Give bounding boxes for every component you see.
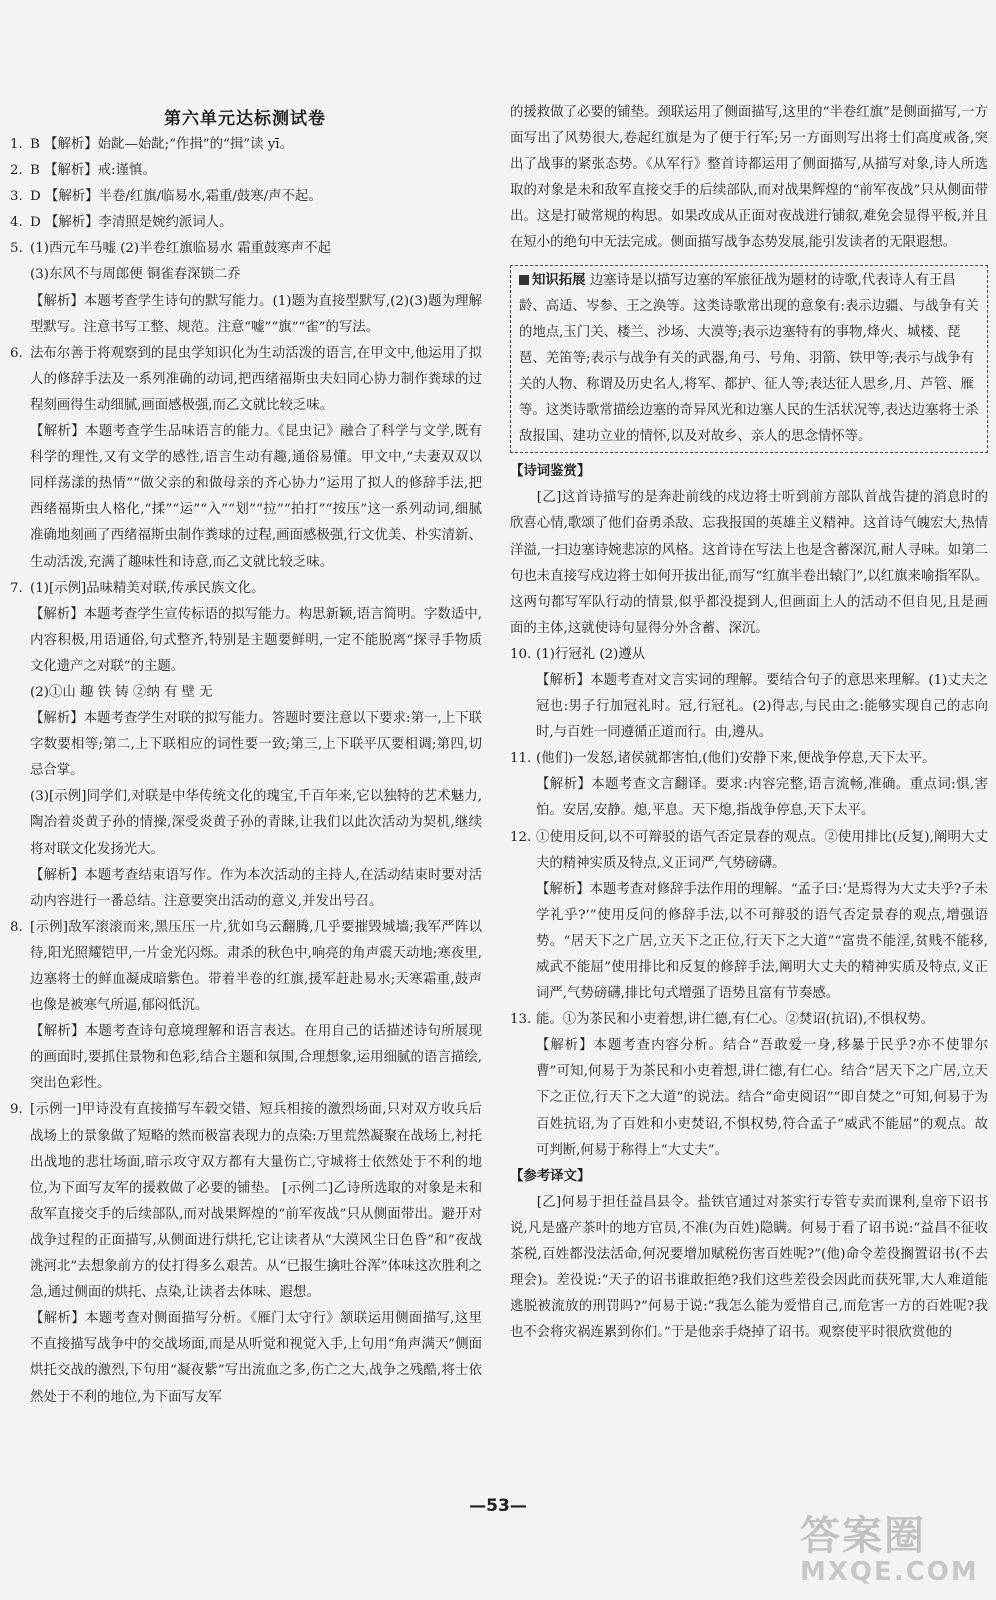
- answer-10: [510, 642, 988, 746]
- answer-number: 11.: [510, 751, 532, 767]
- left-column: [10, 132, 482, 1411]
- analysis-text: 【解析】本题考查对文言实词的理解。要结合句子的意思来理解。(1)丈夫之冠也:男子行加冠礼时。冠,行冠礼。(2)得志,与民由之:能够实现自己的志向时,与百姓一同遵循正道而行。由,遵从。: [536, 672, 988, 741]
- answer-7: [10, 576, 482, 915]
- knowledge-box: [510, 265, 988, 454]
- answer-number: 4.: [10, 215, 23, 231]
- appreciation-heading: 【诗词鉴赏】: [510, 464, 591, 480]
- analysis-text: 【解析】本题考查对修辞手法作用的理解。“孟子曰:‘是焉得为大丈夫乎?子未学礼乎?’”使用反问的修辞手法,以不可辩驳的语气否定景春的观点,增强语势。“居天下之广居,立天下之正位,行天下之大道”“富贵不能淫,贫贱不能移,威武不能屈”使用排比和反复的修辞手法,阐明大丈夫的精神实质及特点,义正词严,气势磅礴,排比句式增强了语势且富有节奏感。: [536, 881, 988, 1002]
- answer-text: [示例一]甲诗没有直接描写车毂交错、短兵相接的激烈场面,只对双方收兵后战场上的景象做了短略的然而极富表现力的点染:万里荒然凝聚在战场上,衬托出战地的悲壮场面,暗示攻守双方都有大量伤亡,守城将士依然处于不利的地位,为下面写友军的援救做了必要的铺垫。 [示例二]乙诗所选取的对象是未和敌军直接交手的后续部队,而对战果辉煌的“前军夜战”只从侧面带出。避开对战争过程的正面描写,从侧面进行烘托,它让读者从“大漠风尘日色昏”和“夜战洮河北”去想象前方的仗打得多么艰苦。从“已报生擒吐谷浑”体味这次胜利之急,通过侧面的烘托、点染,让读者去体味、遐想。: [30, 1102, 482, 1301]
- answer-13: [510, 1007, 988, 1164]
- answer-4: [10, 210, 482, 236]
- watermark-url: MXQE.COM: [800, 1557, 979, 1587]
- right-column: [510, 100, 988, 1346]
- analysis-text: 【解析】本题考查诗句意境理解和语言表达。在用自己的话描述诗句所展现的画面时,要抓住景物和色彩,结合主题和氛围,合理想象,运用细腻的语言描绘,突出色彩性。: [30, 1024, 482, 1092]
- answer-text: B 【解析】戒:谨慎。: [30, 163, 156, 179]
- answer-text: (1)行冠礼 (2)遵从: [536, 646, 646, 662]
- analysis-text: 【解析】本题考查学生宣传标语的拟写能力。构思新颖,语言简明。字数适中,内容积极,用语通俗,句式整齐,特别是主题要鲜明,一定不能脱离“探寻手物质文化遗产之对联”的主题。: [30, 606, 482, 674]
- answer-9: [10, 1097, 482, 1410]
- answer-line: (3)东风不与周郎便 铜雀春深锁二乔: [30, 267, 241, 283]
- answer-number: 12.: [510, 829, 532, 845]
- knowledge-text: 边塞诗是以描写边塞的军旅征战为题材的诗歌,代表诗人有王昌龄、高适、岑参、王之涣等。这类诗歌常出现的意象有:表示边疆、与战争有关的地点,玉门关、楼兰、沙场、大漠等;表示边塞特有的事物,烽火、城楼、琵琶、羌笛等;表示与战争有关的武器,角弓、号角、羽箭、铁甲等;表示与战争有关的人物、称谓及历史名人,将军、都护、征人等;表达征人思乡,月、芦管、雁等。这类诗歌常描绘边塞的奇异风光和边塞人民的生活状况等,表达边塞将士杀敌报国、建功立业的情怀,以及对故乡、亲人的思念情怀等。: [519, 272, 979, 445]
- answer-number: 10.: [510, 646, 532, 662]
- answer-number: 13.: [510, 1012, 532, 1028]
- answer-12: [510, 825, 988, 1008]
- answer-2: [10, 158, 482, 184]
- answer-8: [10, 915, 482, 1098]
- continued-text: 的援救做了必要的铺垫。颈联运用了侧面描写,这里的“半卷红旗”是侧面描写,一方面写出了风势很大,卷起红旗是为了便于行军;另一方面则写出将士们高度戒备,突出了战事的紧张态势。《从军行》整首诗都运用了侧面描写,从描写对象,诗人所选取的对象是未和敌军直接交手的后续部队,而对战果辉煌的“前军夜战”只从侧面带出。这是打破常规的构思。如果改成从正面对夜战进行铺叙,难免会显得平板,并且在短小的绝句中无法完成。侧面描写战争态势发展,能引发读者的无限遐想。: [510, 105, 988, 251]
- answer-text: ①使用反问,以不可辩驳的语气否定景春的观点。②使用排比(反复),阐明大丈夫的精神实质及特点,义正词严,气势磅礴。: [536, 829, 988, 871]
- answer-text: (他们)一发怒,诸侯就都害怕,(他们)安静下来,便战争停息,天下太平。: [536, 751, 936, 767]
- page-number: —53—: [469, 1496, 527, 1516]
- answer-1: [10, 132, 482, 158]
- answer-text: (3)[示例]同学们,对联是中华传统文化的瑰宝,千百年来,它以独特的艺术魅力,陶冶着炎黄子孙的情操,深受炎黄子孙的青睐,让我们以此次活动为契机,继续将对联文化发扬光大。: [30, 789, 482, 857]
- knowledge-icon: [519, 275, 529, 285]
- answer-number: 9.: [10, 1102, 23, 1118]
- page-title: 第六单元达标测试卷: [164, 109, 326, 129]
- answer-3: [10, 184, 482, 210]
- answer-text: B 【解析】始龀—始龀;“作揖”的“揖”读 yī。: [30, 137, 293, 152]
- answer-number: 2.: [10, 163, 23, 179]
- analysis-text: 【解析】本题考查对侧面描写分析。《雁门太守行》颔联运用侧面描写,这里不直接描写战争中的交战场面,而是从听觉和视觉入手,上句用“角声满天”侧面烘托交战的激烈,下句用“凝夜紫”写出流血之多,伤亡之大,战争之残酷,将士依然处于不利的地位,为下面写友军: [30, 1311, 482, 1405]
- answer-number: 6.: [10, 345, 23, 361]
- answer-5: [10, 236, 482, 340]
- answer-number: 1.: [10, 137, 23, 152]
- answer-number: 3.: [10, 189, 23, 205]
- answer-text: 能。①为茶民和小吏着想,讲仁德,有仁心。②焚诏(抗诏),不惧权势。: [536, 1012, 935, 1028]
- watermark-logo: [800, 1504, 978, 1592]
- answer-text: (1)[示例]品味精美对联,传承民族文化。: [30, 580, 265, 596]
- answer-text: D 【解析】李清照是婉约派词人。: [30, 215, 233, 231]
- answer-number: 5.: [10, 241, 23, 257]
- answer-11: [510, 746, 988, 824]
- translation-heading: 【参考译文】: [510, 1168, 591, 1184]
- answer-number: 8.: [10, 919, 23, 935]
- analysis-text: 【解析】本题考查学生对联的拟写能力。答题时要注意以下要求:第一,上下联字数要相等;第二,上下联相应的词性要一致;第三,上下联平仄要相调;第四,切忌合掌。: [30, 711, 482, 779]
- watermark-mark: 答案圈: [800, 1513, 926, 1559]
- translation-text: [乙]何易于担任益昌县令。盐铁官通过对茶实行专管专卖而课利,皇帝下诏书说,凡是盛产茶叶的地方官员,不准(为百姓)隐瞒。何易于看了诏书说:“益昌不征收茶税,百姓都没法活命,何况要增加赋税伤害百姓呢?”(他)命令差役搁置诏书(不去理会)。差役说:“天子的诏书谁敢拒绝?我们这些差役会因此而获死罪,大人难道能逃脱被流放的刑罚吗?”何易于说:“我怎么能为爱惜自己,而危害一方的百姓呢?我也不会将灾祸连累到你们。”于是他亲手烧掉了诏书。观察使平时很欣赏他的: [510, 1194, 988, 1341]
- analysis-text: 【解析】本题考查内容分析。结合“吾敢爱一身,移暴于民乎?亦不使罪尔曹”可知,何易于为茶民和小吏着想,讲仁德,有仁心。结合“居天下之广居,立天下之正位,行天下之大道”的说法。结合“命吏阅诏”“即自焚之”可知,何易于为百姓抗诏,为了百姓和小吏焚诏,不惧权势,符合孟子“威武不能屈”的观点。故可判断,何易于称得上“大丈夫”。: [536, 1038, 988, 1158]
- analysis-text: 【解析】本题考查结束语写作。作为本次活动的主持人,在活动结束时要对活动内容进行一番总结。注意要突出活动的意义,并发出号召。: [30, 867, 482, 909]
- knowledge-label: 知识拓展: [532, 272, 586, 288]
- answer-text: D 【解析】半卷/红旗/临易水,霜重/鼓寒/声不起。: [30, 189, 322, 205]
- answer-text: (2)①山 趣 铁 铸 ②纳 有 壁 无: [30, 684, 213, 700]
- answer-text: 法布尔善于将观察到的昆虫学知识化为生动活泼的语言,在甲文中,他运用了拟人的修辞手法及一系列准确的动词,把西绪福斯虫夫妇同心协力制作粪球的过程刻画得生动细腻,画面感极强,而乙文就比较乏味。: [30, 345, 482, 413]
- analysis-text: 【解析】本题考查学生诗句的默写能力。(1)题为直接型默写,(2)(3)题为理解型默写。注意书写工整、规范。注意“嘘”“旗”“雀”的写法。: [30, 293, 482, 335]
- analysis-text: 【解析】本题考查文言翻译。要求:内容完整,语言流畅,准确。重点词:惧,害怕。安居,安静。熄,平息。天下熄,指战争停息,天下太平。: [536, 777, 988, 819]
- answer-line: (1)西元车马嘘 (2)半卷红旗临易水 霜重鼓寒声不起: [30, 241, 331, 257]
- appreciation-text: [乙]这首诗描写的是奔赴前线的戍边将士听到前方部队首战告捷的消息时的欣喜心情,歌颂了他们奋勇杀敌、忘我报国的英雄主义精神。这首诗气魄宏大,热情洋溢,一扫边塞诗婉悲凉的风格。这首诗在写法上也是含蓄深沉,耐人寻味。如第二句也未直接写戍边将士如何开拔出征,而写“红旗半卷出辕门”,以红旗来喻指军队。这两句都写军队行动的情景,似乎都没提到人,但画面上人的活动不但自见,且是画面的主体,这就使诗句显得分外含蓄、深沉。: [510, 490, 988, 636]
- analysis-text: 【解析】本题考查学生品味语言的能力。《昆虫记》融合了科学与文学,既有科学的理性,又有文学的感性,语言生动有趣,通俗易懂。甲文中,“夫妻双双以同样荡漾的热情”“做父亲的和做母亲的齐心协力”运用了拟人的修辞手法,把西绪福斯虫人格化,“揉”“运”“入”“划”“拉”“拍打”“按压”这一系列动词,细腻准确地刻画了西绪福斯虫制作粪球的过程,画面感极强,行文优美、朴实清新、生动活泼,充满了趣味性和诗意,而乙文就比较乏味。: [30, 424, 482, 570]
- answer-number: 7.: [10, 580, 23, 596]
- answer-text: [示例]敌军滚滚而来,黑压压一片,犹如乌云翻腾,几乎要摧毁城墙;我军严阵以待,阳光照耀铠甲,一片金光闪烁。肃杀的秋色中,响亮的角声震天动地;寒夜里,边塞将士的鲜血凝成暗紫色。带着半卷的红旗,援军赶赴易水;天寒霜重,鼓声也像是被寒气所逼,郁闷低沉。: [30, 919, 482, 1014]
- answer-6: [10, 341, 482, 576]
